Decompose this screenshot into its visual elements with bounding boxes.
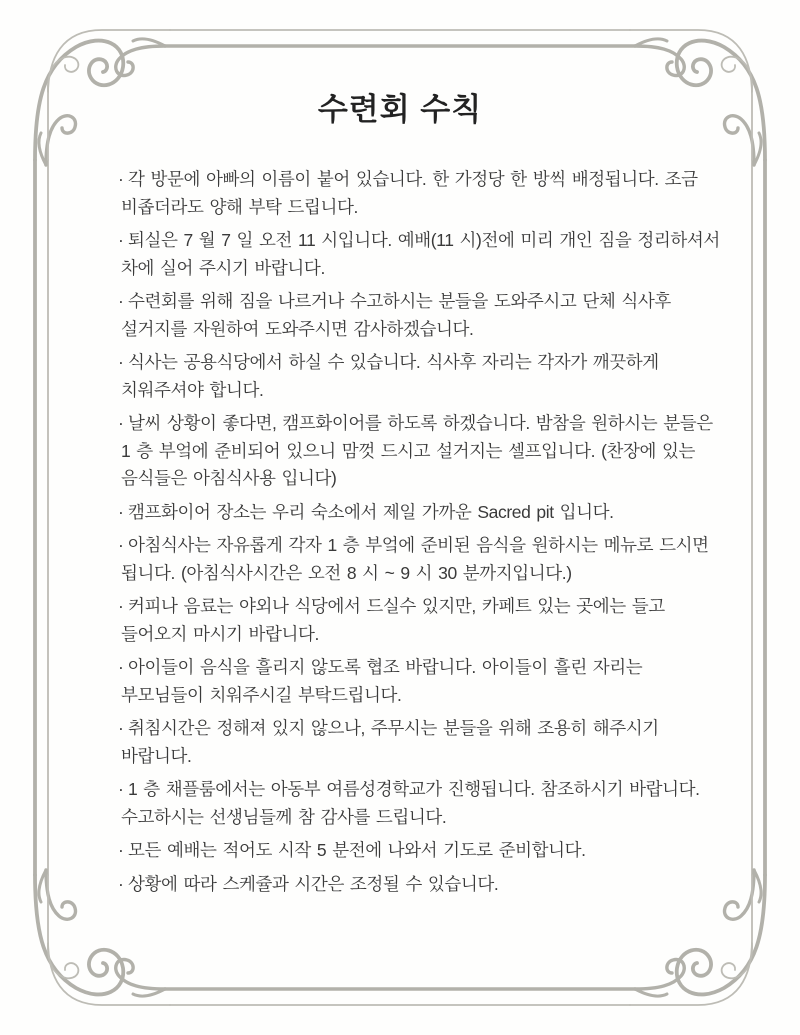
rule-text: 커피나 음료는 야외나 식당에서 드실수 있지만, 카페트 있는 곳에는 들고 [128, 596, 665, 616]
rule-text: 아이들이 음식을 흘리지 않도록 협조 바랍니다. 아이들이 흘린 자리는 [128, 657, 643, 677]
rule-text: 모든 예배는 적어도 시작 5 분전에 나와서 기도로 준비합니다. [128, 840, 586, 860]
rule-text: 날씨 상황이 좋다면, 캠프화이어를 하도록 하겠습니다. 밤참을 원하시는 분들은 [128, 413, 713, 433]
rule-line: 들어오지 마시기 바랍니다. [121, 623, 319, 644]
rule-item [118, 715, 704, 770]
rule-text: 수련회를 위해 짐을 나르거나 수고하시는 분들을 도와주시고 단체 식사후 [128, 291, 671, 311]
rule-line [118, 837, 704, 865]
rule-line [118, 871, 704, 899]
rule-item [118, 837, 704, 865]
rule-line: 부모님들이 치워주시길 부탁드립니다. [121, 684, 402, 705]
rule-line: 설거지를 자원하여 도와주시면 감사하겠습니다. [121, 318, 474, 339]
rule-text: 캠프화이어 장소는 우리 숙소에서 제일 가까운 Sacred pit 입니다. [128, 501, 614, 522]
rule-item [118, 288, 704, 343]
rule-line [118, 499, 704, 527]
bullet-icon: · [118, 718, 124, 738]
rule-line: 차에 실어 주시기 바랍니다. [121, 257, 325, 278]
bullet-icon: · [118, 291, 124, 311]
bullet-icon: · [118, 352, 124, 372]
bullet-icon: · [118, 873, 124, 894]
rule-line: 됩니다. (아침식사시간은 오전 8 시 ~ 9 시 30 분까지입니다.) [121, 562, 572, 583]
bullet-icon: · [118, 657, 124, 677]
bullet-icon: · [118, 169, 124, 189]
rule-item [118, 593, 704, 648]
rule-line: 비좁더라도 양해 부탁 드립니다. [121, 196, 358, 217]
rule-line [118, 288, 704, 316]
rule-line [118, 776, 704, 804]
rule-line [118, 349, 704, 377]
rule-line [118, 654, 704, 682]
bullet-icon: · [118, 413, 124, 433]
rule-item [118, 410, 713, 493]
rule-line [118, 532, 709, 560]
rule-item [118, 532, 709, 587]
rule-line [118, 410, 713, 438]
rule-item [118, 227, 720, 282]
rule-text: 1 층 채플룸에서는 아동부 여름성경학교가 진행됩니다. 참조하시기 바랍니다. [128, 779, 700, 799]
bullet-icon: · [118, 779, 124, 799]
rule-text: 상황에 따라 스케쥴과 시간은 조정될 수 있습니다. [128, 873, 499, 894]
rule-line: 바랍니다. [121, 745, 192, 766]
rule-item [118, 166, 704, 221]
rule-text: 퇴실은 7 월 7 일 오전 11 시입니다. 예배(11 시)전에 미리 개인 짐을 정리하셔서 [128, 230, 720, 250]
rules-list [118, 166, 720, 904]
rule-item [118, 776, 704, 831]
rule-text: 식사는 공용식당에서 하실 수 있습니다. 식사후 자리는 각자가 깨끗하게 [128, 352, 659, 372]
rule-line: 음식들은 아침식사용 입니다) [121, 468, 337, 488]
rule-line: 1 층 부엌에 준비되어 있으니 맘껏 드시고 설거지는 셀프입니다. (찬장에 있는 [121, 440, 695, 461]
bullet-icon: · [118, 501, 124, 522]
bullet-icon: · [118, 230, 124, 250]
rule-line [118, 166, 704, 194]
rule-item [118, 349, 704, 404]
rule-text: 아침식사는 자유롭게 각자 1 층 부엌에 준비된 음식을 원하시는 메뉴로 드시면 [128, 535, 709, 555]
rule-item [118, 499, 704, 527]
bullet-icon: · [118, 840, 124, 860]
rule-item [118, 871, 704, 899]
rule-line: 치워주셔야 합니다. [121, 379, 264, 400]
page-title: 수련회 수칙 [317, 92, 483, 127]
bullet-icon: · [118, 596, 124, 616]
bullet-icon: · [118, 535, 124, 555]
rule-line [118, 593, 704, 621]
rule-line [118, 227, 720, 255]
rule-line [118, 715, 704, 743]
rule-item [118, 654, 704, 709]
rule-text: 각 방문에 아빠의 이름이 붙어 있습니다. 한 가정당 한 방씩 배정됩니다. 조금 [128, 169, 698, 189]
rule-line: 수고하시는 선생님들께 참 감사를 드립니다. [121, 806, 447, 827]
rule-text: 취침시간은 정해져 있지 않으나, 주무시는 분들을 위해 조용히 해주시기 [128, 718, 659, 738]
